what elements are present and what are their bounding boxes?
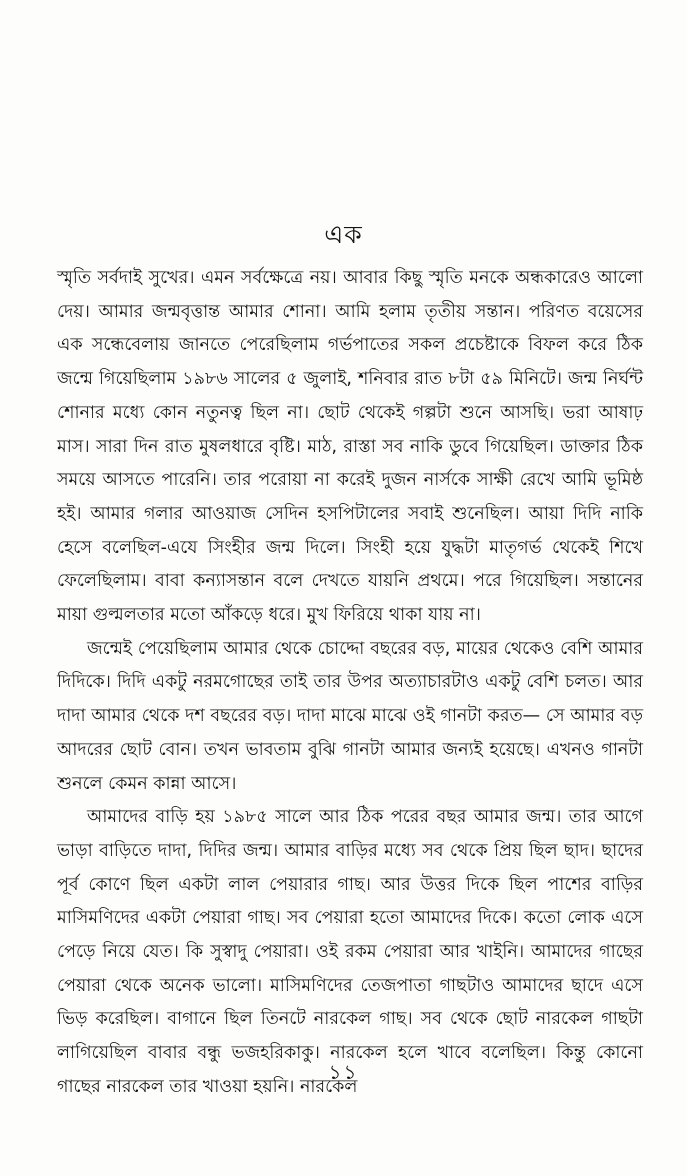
chapter-title: এক (324, 220, 363, 249)
paragraph-2: জন্মেই পেয়েছিলাম আমার থেকে চোদ্দো বছরের বড়, মায়ের থেকেও বেশি আমার দিদিকে। দিদি একটু নরমগোছের তাই তার উপর অত্যাচারটাও একটু বেশি চলত। আর দাদা আমার থেকে দশ বছরের বড়। দাদা মাঝে মাঝে ওই গানটা করত— সে আমার বড় আদরের ছোট বোন। তখন ভাবতাম বুঝি গানটা আমার জন্যই হয়েছে। এখনও গানটা শুনলে কেমন কান্না আসে। (57, 638, 643, 794)
paragraph-1: স্মৃতি সর্বদাই সুখের। এমন সর্বক্ষেত্রে নয়। আবার কিছু স্মৃতি মনকে অন্ধকারেও আলো দেয়। আমার জন্মবৃত্তান্ত আমার শোনা। আমি হলাম তৃতীয় সন্তান। পরিণত বয়েসের এক সন্ধেবেলায় জানতে পেরেছিলাম গর্ভপাতের সকল প্রচেষ্টাকে বিফল করে ঠিক জন্মে গিয়েছিলাম ১৯৮৬ সালের ৫ জুলাই, শনিবার রাত ৮টা ৫৯ মিনিটে। জন্ম নির্ঘন্ট শোনার মধ্যে কোন নতুনত্ব ছিল না। ছোট থেকেই গল্পটা শুনে আসছি। ভরা আষাঢ় মাস। সারা দিন রাত মুষলধারে বৃষ্টি। মাঠ, রাস্তা সব নাকি ডুবে গিয়েছিল। ডাক্তার ঠিক সময়ে আসতে পারেনি। তার পরোয়া না করেই দুজন নার্সকে সাক্ষী রেখে আমি ভূমিষ্ঠ হই। আমার গলার আওয়াজ সেদিন হসপিটালের সবাই শুনেছিল। আয়া দিদি নাকি হেসে বলেছিল-এযে সিংহীর জন্ম দিলে। সিংহী হয়ে যুদ্ধটা মাতৃগর্ভ থেকেই শিখে ফেলেছিলাম। বাবা কন্যাসন্তান বলে দেখতে যায়নি প্রথমে। পরে গিয়েছিল। সন্তানের মায়া গুল্মলতার মতো আঁকড়ে ধরে। মুখ ফিরিয়ে থাকা যায় না। (57, 268, 643, 626)
paragraph-3: আমাদের বাড়ি হয় ১৯৮৫ সালে আর ঠিক পরের বছর আমার জন্ম। তার আগে ভাড়া বাড়িতে দাদা, দিদির জন্ম। আমার বাড়ির মধ্যে সব থেকে প্রিয় ছিল ছাদ। ছাদের পূর্ব কোণে ছিল একটা লাল পেয়ারার গাছ। আর উত্তর দিকে ছিল পাশের বাড়ির মাসিমণিদের একটা পেয়ারা গাছ। সব পেয়ারা হতো আমাদের দিকে। কতো লোক এসে পেড়ে নিয়ে যেত। কি সুস্বাদু পেয়ারা। ওই রকম পেয়ারা আর খাইনি। আমাদের গাছের পেয়ারা থেকে অনেক ভালো। মাসিমণিদের তেজপাতা গাছটাও আমাদের ছাদে এসে ভিড় করেছিল। বাগানে ছিল তিনটে নারকেল গাছ। সব থেকে ছোট নারকেল গাছটা লাগিয়েছিল বাবার বন্ধু ভজহরিকাকু। নারকেল হলে খাবে বলেছিল। কিন্তু কোনো গাছের নারকেল তার খাওয়া হয়নি। নারকেল (57, 807, 643, 1097)
page-number: ১১ (328, 1060, 359, 1084)
body-text (57, 262, 643, 1105)
